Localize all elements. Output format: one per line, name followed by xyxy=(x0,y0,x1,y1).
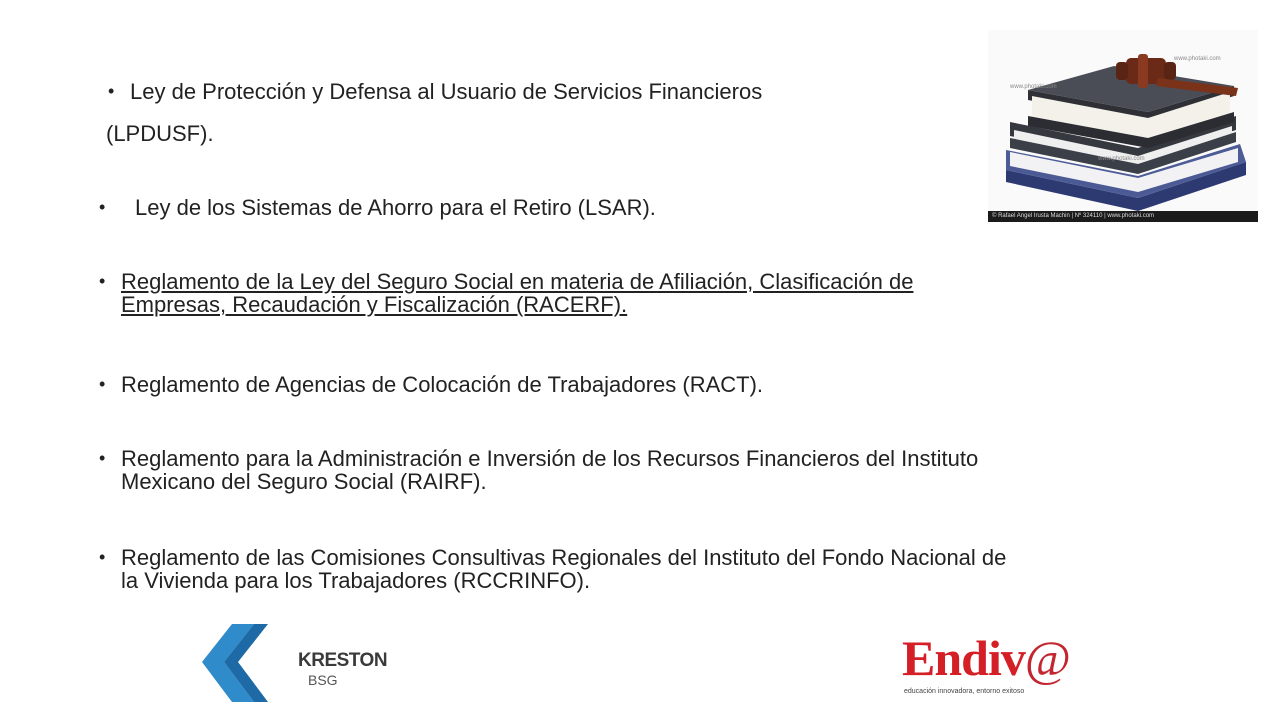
racerf-link-line1[interactable]: Reglamento de la Ley del Seguro Social en materia de Afiliación, Clasificación de xyxy=(121,269,914,294)
bullet-marker: • xyxy=(99,374,106,394)
bullet-lpdusf-continuation: (LPDUSF). xyxy=(106,121,214,146)
endiva-logo xyxy=(898,630,1068,710)
watermark: www.photaki.com xyxy=(1098,156,1145,162)
bullet-rccrinfo xyxy=(99,545,1201,593)
law-books-gavel-image xyxy=(988,30,1258,222)
bullet-text: Ley de los Sistemas de Ahorro para el Retiro (LSAR). xyxy=(135,195,656,220)
bullet-marker: • xyxy=(99,448,106,468)
endiva-tagline: educación innovadora, entorno exitoso xyxy=(904,688,1025,695)
watermark: www.photaki.com xyxy=(1010,84,1057,90)
bullet-text-line1: Reglamento de las Comisiones Consultivas Regionales del Instituto del Fondo Nacional de xyxy=(121,545,1007,570)
bullet-marker: • xyxy=(99,271,106,291)
bullet-text: Reglamento de Agencias de Colocación de Trabajadores (RACT). xyxy=(121,372,764,397)
endiva-at: @ xyxy=(1024,630,1070,686)
bullet-text-line2: Mexicano del Seguro Social (RAIRF). xyxy=(121,469,487,494)
kreston-sub: BSG xyxy=(308,672,338,688)
image-caption-bar xyxy=(988,211,1258,222)
bullet-marker: • xyxy=(108,81,115,101)
kreston-wordmark: KRESTON xyxy=(298,650,388,671)
bullet-marker: • xyxy=(99,547,106,567)
endiva-word: Endiv xyxy=(902,630,1025,686)
image-caption: © Rafael Angel Irusta Machin | Nº 324110 | www.photaki.com xyxy=(992,213,1155,219)
bullet-text-line2: la Vivienda para los Trabajadores (RCCRINFO). xyxy=(121,568,591,593)
endiva-wordmark xyxy=(902,630,1070,686)
kreston-k-mark xyxy=(198,622,298,704)
bullet-racerf[interactable] xyxy=(99,269,1081,317)
bullet-text-line1: Reglamento para la Administración e Inversión de los Recursos Financieros del Instituto xyxy=(121,446,979,471)
bullet-lsar xyxy=(99,195,656,220)
bullet-lpdusf xyxy=(108,79,763,104)
bullet-rairf xyxy=(99,446,1181,494)
bullet-ract xyxy=(99,372,764,397)
kreston-bsg-logo xyxy=(198,622,388,704)
bullet-marker: • xyxy=(99,197,106,217)
watermark: www.photaki.com xyxy=(1174,56,1221,62)
bullet-text: Ley de Protección y Defensa al Usuario de Servicios Financieros xyxy=(130,79,763,104)
racerf-link-line2[interactable]: Empresas, Recaudación y Fiscalización (RACERF). xyxy=(121,292,628,317)
